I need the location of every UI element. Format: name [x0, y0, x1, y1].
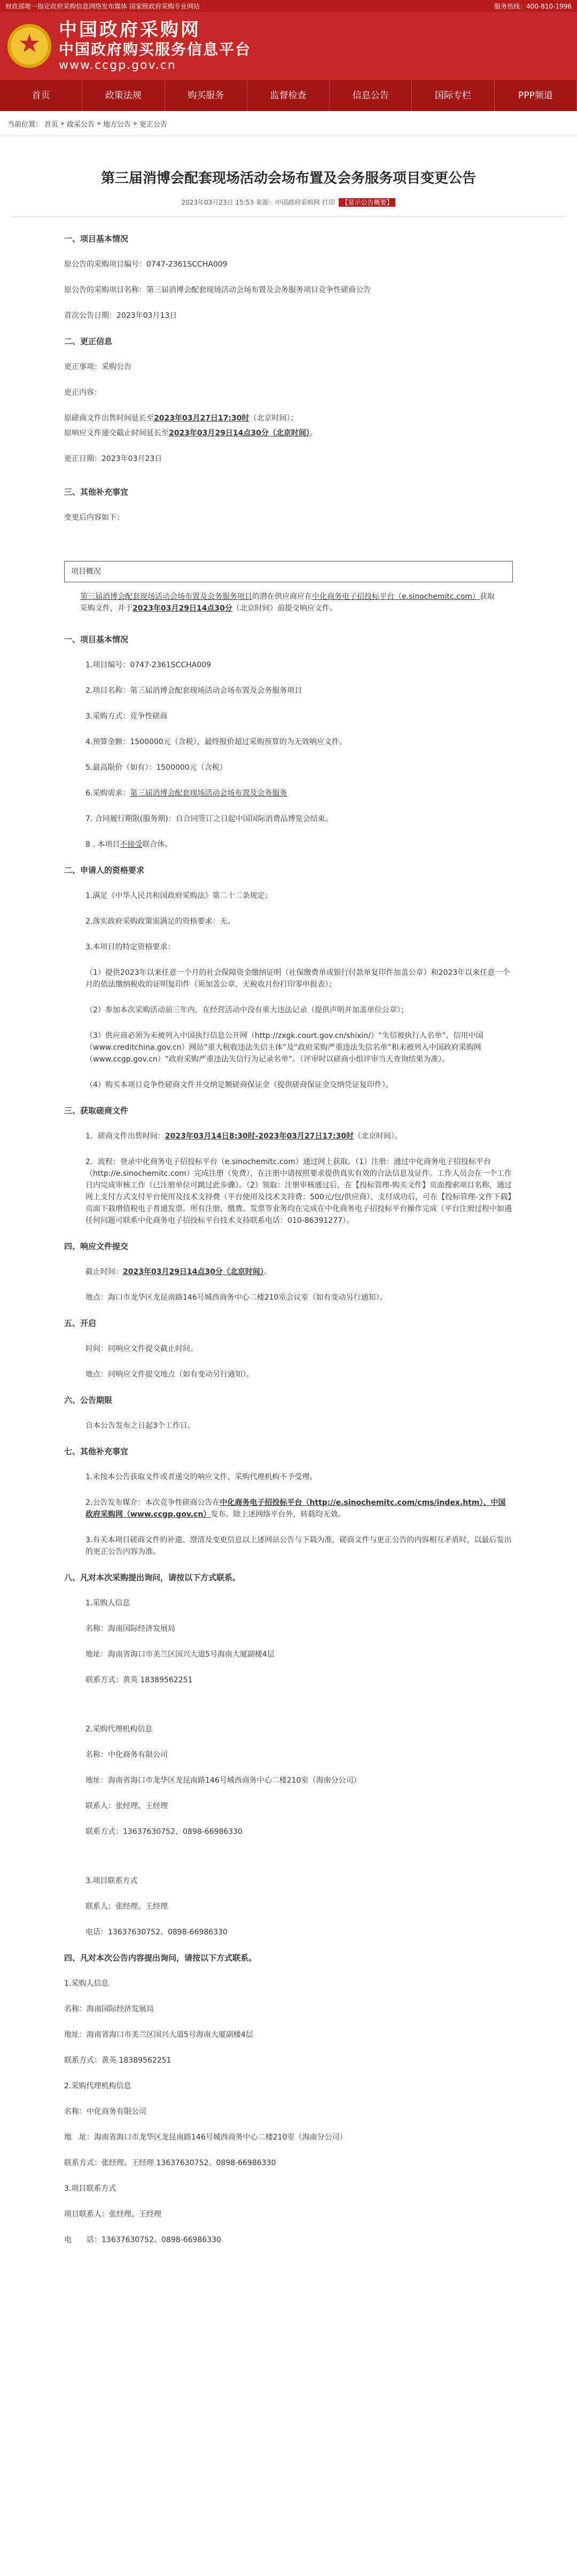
paragraph: 4.预算金额：1500000元（含税），最终报价超过采购预算的为无效响应文件。: [85, 738, 347, 746]
paragraph: [85, 787, 513, 799]
nav-announcements[interactable]: 信息公告: [330, 80, 412, 111]
paragraph: 原公告的采购项目名称：第三届消博会配套现场活动会场布置及会务服务项目竞争性磋商公告: [64, 286, 371, 294]
section-heading: 二、更正信息: [64, 337, 113, 346]
section-heading: 一、项目基本情况: [64, 234, 129, 244]
paragraph: 2.采购代理机构信息: [64, 2082, 131, 2090]
text: 。: [309, 429, 317, 438]
nav-ppp[interactable]: PPP频道: [495, 80, 577, 111]
service-hotline: 服务热线：400-810-1996: [494, 2, 572, 10]
highlight-date: 2023年03月14日8:30时-2023年03月27日17:30时: [165, 1132, 354, 1141]
highlight-date: 2023年03月29日14点30分: [132, 604, 232, 613]
paragraph: 1.采购人信息: [64, 1979, 109, 1988]
text: 第三届消博会配套现场活动会场布置及会务服务项目: [80, 592, 252, 601]
paragraph: 时间：同响应文件提交截止时间。: [85, 1345, 198, 1353]
paragraph: 1.采购人信息: [85, 1599, 130, 1607]
text: （北京时间）；: [249, 414, 298, 423]
paragraph: 地点：同响应文件提交地点（如有变动另行通知）。: [85, 1370, 254, 1379]
paragraph: 3.采购方式：竞争性磋商: [85, 712, 168, 721]
paragraph: [64, 427, 513, 439]
paragraph: 地 址：海南省海口市龙华区龙昆南路146号城西商务中心二楼210室（海南分公司）: [64, 2133, 347, 2142]
paragraph: 名称：海南国际经济发展局: [85, 1625, 175, 1633]
paragraph: 1.项目编号：0747-2361SCCHA009: [85, 661, 211, 669]
text: 获取采购文件，并于: [80, 592, 495, 613]
breadcrumb-current[interactable]: 更正公告: [139, 120, 167, 129]
text: 联合体。: [142, 840, 173, 849]
paragraph: [85, 1130, 513, 1142]
top-bar: [0, 0, 577, 12]
print-link[interactable]: 打印: [322, 199, 335, 206]
paragraph: 地址：海南省海口市美兰区国兴大道5号海南大厦副楼4层: [64, 2031, 253, 2039]
divider: [11, 216, 566, 217]
text: 截止时间：: [85, 1268, 123, 1276]
nav-purchase-service[interactable]: 购买服务: [165, 80, 247, 111]
paragraph: [85, 1497, 513, 1520]
paragraph: 首次公告日期：2023年03月13日: [64, 311, 177, 320]
section-heading: 四、响应文件提交: [64, 1242, 129, 1251]
page-title: 第三届消博会配套现场活动会场布置及会务服务项目变更公告: [100, 170, 476, 186]
paragraph: 联系方式：黄英 18389562251: [85, 1676, 193, 1684]
box-title: 项目概况: [71, 567, 101, 576]
breadcrumb-sep: »: [97, 119, 101, 128]
section-heading: 三、其他补充事宜: [64, 487, 129, 497]
paragraph: 更正事项：采购公告: [64, 363, 131, 371]
breadcrumb: [0, 111, 577, 136]
text: 不接受: [120, 840, 143, 849]
section-heading: 三、获取磋商文件: [64, 1106, 129, 1115]
text: 中化商务电子招投标平台（e.sinochemitc.com）: [312, 592, 480, 601]
section-heading: 八、凡对本次采购提出询问，请按以下方式联系。: [64, 1573, 241, 1582]
publish-info: 2023年03月23日 15:53 来源：中国政府采购网: [181, 199, 320, 206]
nav-policy[interactable]: 政策法规: [82, 80, 165, 111]
paragraph: 地址：海南省海口市龙华区龙昆南路146号城西商务中心二楼210室（海南分公司）: [85, 1776, 361, 1785]
paragraph: 1.满足《中华人民共和国政府采购法》第二十二条规定；: [85, 892, 272, 900]
breadcrumb-sep: »: [60, 119, 65, 128]
paragraph: （1）提供2023年以来任意一个月的社会保障资金缴纳证明（社保缴费单或银行付款单复印件加盖公章）和2023年以来任意一个月的依法缴纳税收的证明复印件（须加盖公章，无税收月份打印零申报表）；: [85, 969, 510, 989]
site-subtitle: 中国政府购买服务信息平台: [59, 41, 252, 58]
paragraph: 3.项目联系方式: [64, 2184, 116, 2193]
national-emblem-icon: [7, 24, 51, 68]
text: 8 . 本项目: [85, 840, 120, 849]
paragraph: 3.本项目的特定资格要求：: [85, 943, 175, 951]
text: 6.采购需求：: [85, 789, 130, 798]
section-heading: 二、申请人的资格要求: [64, 865, 145, 875]
paragraph: 名称：海南国际经济发展局: [64, 2005, 154, 2013]
paragraph: 联系人：张经理、王经理: [85, 1802, 168, 1810]
paragraph: （3）供应商必须为未被列入中国执行信息公开网（http://zxgk.court.gov.cn/shixin/）“失信被执行人名单”、信用中国（www.creditchina.gov.cn）网站“重大税收违法失信主体”及“政府采购严重违法失信名单”和未被列入中国政府采购网（www.ccgp.gov.cn）“政府采购严重违法失信行为记录名单”。（评审时以磋商小组评审当天查询结果为准）。: [85, 1032, 484, 1064]
nav-home[interactable]: 首页: [0, 80, 82, 111]
paragraph: 7. 合同履行期限(服务期)：自合同签订之日起中国国际消费品博览会结束。: [85, 815, 333, 823]
section-heading: 一、项目基本情况: [64, 635, 129, 644]
paragraph: 3.有关本项目磋商文件的补遗、澄清及变更信息以上述网站公告与下载为准，磋商文件与更正公告的内容相互矛盾时，以最后发出的更正公告内容为准。: [85, 1536, 512, 1556]
paragraph: 2.采购代理机构信息: [85, 1725, 153, 1734]
article-body: [0, 233, 577, 2246]
text: 的潜在供应商应在: [252, 592, 312, 601]
paragraph: 地址：海南省海口市美兰区国兴大道5号海南大厦副楼4层: [85, 1650, 275, 1659]
paragraph: 联系方式：黄英 18389562251: [64, 2056, 171, 2065]
paragraph: 电话：13637630752、0898-66986330: [85, 1928, 228, 1937]
text: （北京时间）。: [353, 1132, 402, 1141]
site-header: [0, 12, 577, 80]
breadcrumb-home[interactable]: 首页: [44, 120, 59, 129]
media-link[interactable]: 中化商务电子招投标平台（http://e.sinochemitc.com/cms/index.htm）、中国政府采购网（www.ccgp.gov.cn）: [85, 1498, 506, 1519]
site-name: 中国政府采购网: [59, 19, 201, 41]
paragraph: 2．流程：登录中化商务电子招投标平台（e.sinochemitc.com）通过网上获取。（1）注册：通过中化商务电子招投标平台（http://e.sinochemitc.com）完成注册（免费），在注册中请按照要求提供真实有效的合法信息及证件。工作人员会在一个工作日内完成审核工作（已注册单位可跳过此步骤）。（2）领取：注册审核通过后，在【投标管理-购买文件】页面搜索项目名称，通过网上支付方式支付平台使用及技术支持费（平台使用及技术支持费：500元/包/供应商），支付成功后，可在【投标管理-文件下载】页面下载增值税电子普通发票。所有注册、缴费、发票等业务均在完成在中化商务电子招投标平台操作完成（平台注册过程中如遇任何问题可联系中化商务电子招投标平台技术支持联系电话：010-86391277）。: [85, 1158, 512, 1225]
paragraph: 联系方式：13637630752、0898-66986330: [85, 1828, 243, 1836]
paragraph: 2.落实政府采购政策需满足的资格要求：无。: [85, 917, 235, 926]
project-summary-box: [64, 561, 513, 582]
text: 发布。除上述网络平台外，转载均无效。: [210, 1510, 346, 1519]
paragraph: 联系人：张经理、王经理: [85, 1902, 168, 1911]
show-summary-button[interactable]: 【显示公告概要】: [339, 198, 395, 207]
article-meta: [0, 198, 577, 207]
site-url: www.ccgp.gov.cn: [59, 59, 176, 72]
main-nav: [0, 80, 577, 111]
paragraph: 更正内容：: [64, 388, 102, 397]
highlight-date: 2023年03月29日14点30分（北京时间）: [123, 1268, 264, 1276]
paragraph: 1.未按本公告获取文件或者递交的响应文件，采购代理机构不予受理。: [85, 1473, 317, 1481]
section-heading: 五、开启: [64, 1318, 97, 1328]
text: 2.公告发布媒介：本次竞争性磋商公告在: [85, 1498, 220, 1507]
top-bar-slogan: 财政部唯一指定政府采购信息网络发布媒体 国家级政府采购专业网站: [5, 2, 200, 10]
paragraph: 地点：海口市龙华区龙昆南路146号城西商务中心二楼210室会议室（如有变动另行通知）。: [85, 1293, 387, 1302]
paragraph: 电 话：13637630752、0898-66986330: [64, 2236, 221, 2244]
text: 第三届消博会配套现场活动会场布置及会务服务: [130, 789, 287, 798]
text: 原磋商文件出售时间延长至: [64, 414, 154, 423]
paragraph: [85, 1266, 513, 1278]
nav-international[interactable]: 国际专栏: [412, 80, 494, 111]
text: （北京时间）前提交响应文件。: [232, 604, 337, 613]
breadcrumb-sep: »: [133, 119, 137, 128]
breadcrumb-local[interactable]: 地方公告: [103, 120, 131, 129]
paragraph: 3.项目联系方式: [85, 1877, 138, 1885]
paragraph: [64, 412, 513, 424]
paragraph: 名称：中化商务有限公司: [64, 2107, 146, 2116]
paragraph: 名称：中化商务有限公司: [85, 1751, 168, 1759]
paragraph: 更正日期：2023年03月23日: [64, 455, 162, 463]
breadcrumb-gov-announcements[interactable]: 政采公告: [67, 120, 95, 129]
section-heading: 七、其他补充事宜: [64, 1447, 129, 1456]
site-logo[interactable]: [7, 19, 251, 73]
paragraph: 联系方式：张经理、王经理 13637630752、0898-66986330: [64, 2159, 276, 2167]
highlight-date: 2023年03月29日14点30分（北京时间）: [169, 429, 310, 438]
paragraph: 项目联系人：张经理、王经理: [64, 2210, 161, 2219]
paragraph: 5.最高限价（如有）：1500000元（含税）: [85, 763, 227, 772]
nav-supervision[interactable]: 监督检查: [247, 80, 330, 111]
section-heading: 六、公告期限: [64, 1395, 113, 1405]
paragraph: （4）购买本项目竞争性磋商文件并交纳足额磋商保证金（提供磋商保证金交纳凭证复印件）。: [85, 1081, 393, 1089]
paragraph: 2.项目名称：第三届消博会配套现场活动会场布置及会务服务项目: [85, 686, 302, 695]
paragraph: （2）参加本次采购活动前三年内，在经营活动中没有重大违法记录（提供声明并加盖单位公章）；: [85, 1006, 408, 1014]
section-heading: 四、凡对本次公告内容提出询问，请按以下方式联系。: [64, 1953, 257, 1963]
highlight-date: 2023年03月27日17:30时: [154, 414, 249, 423]
text: 1．磋商文件出售时间：: [85, 1132, 165, 1141]
paragraph: 原公告的采购项目编号：0747-2361SCCHA009: [64, 260, 228, 269]
breadcrumb-prefix: 当前位置：: [7, 120, 43, 129]
summary-paragraph: [64, 591, 513, 614]
text: 。: [263, 1268, 271, 1276]
text: 原响应文件递交截止时间延长至: [64, 429, 169, 438]
paragraph: [85, 839, 513, 850]
paragraph: 变更后内容如下：: [64, 513, 124, 522]
paragraph: 自本公告发布之日起3个工作日。: [85, 1422, 195, 1430]
